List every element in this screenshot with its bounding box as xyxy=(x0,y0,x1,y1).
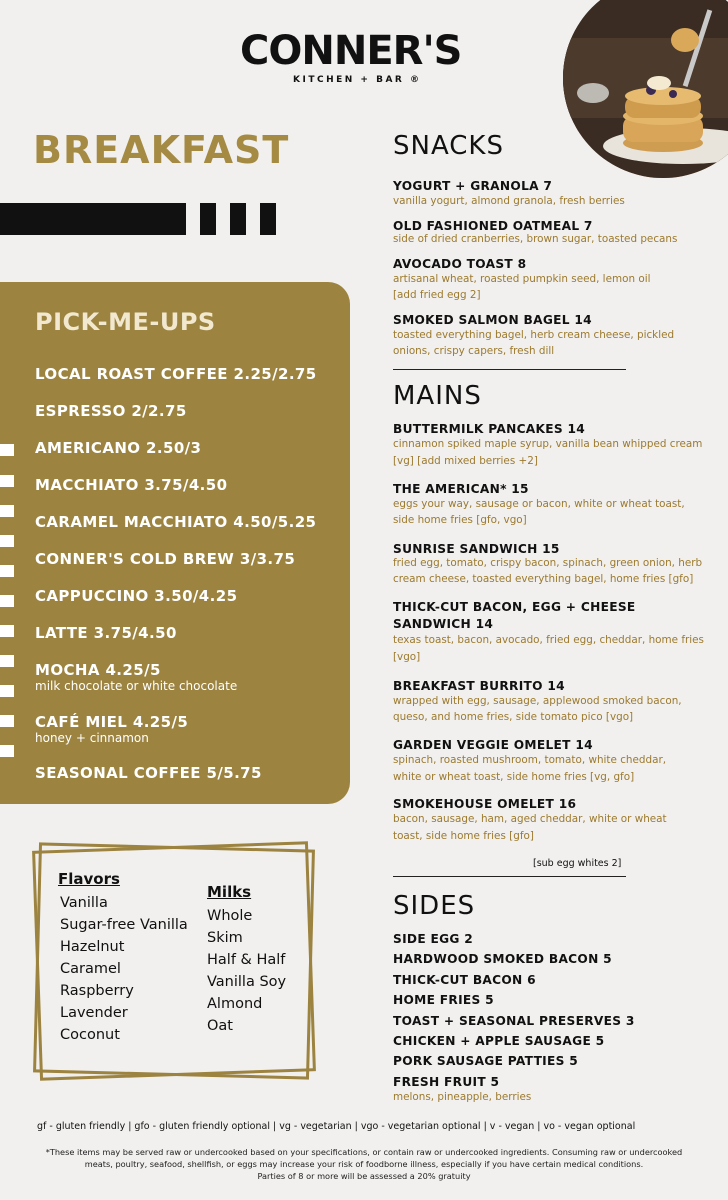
pick-me-ups-title: PICK-ME-UPS xyxy=(35,308,216,336)
brand-subtitle: KITCHEN + BAR ® xyxy=(293,75,422,85)
menu-item-name: BUTTERMILK PANCAKES 14 xyxy=(393,422,586,436)
side-item: HARDWOOD SMOKED BACON 5 xyxy=(393,952,612,966)
side-item: THICK-CUT BACON 6 xyxy=(393,973,536,987)
menu-item-desc: [vg] [add mixed berries +2] xyxy=(393,455,538,467)
tick-mark xyxy=(0,685,14,697)
menu-item-desc: cinnamon spiked maple syrup, vanilla bean whipped cream xyxy=(393,438,703,450)
menu-item-name: SMOKEHOUSE OMELET 16 xyxy=(393,797,577,811)
drink-item: LOCAL ROAST COFFEE 2.25/2.75 xyxy=(35,365,317,383)
egg-whites-note: [sub egg whites 2] xyxy=(533,858,622,869)
menu-item-desc: side home fries [gfo, vgo] xyxy=(393,514,527,526)
drink-item-note: honey + cinnamon xyxy=(35,731,149,745)
menu-item-desc: toast, side home fries [gfo] xyxy=(393,830,534,842)
tick-mark xyxy=(0,565,14,577)
menu-item-desc: onions, crispy capers, fresh dill xyxy=(393,345,555,357)
menu-item-desc: vanilla yogurt, almond granola, fresh berries xyxy=(393,195,625,207)
section-divider xyxy=(393,369,626,370)
menu-item-desc: queso, and home fries, side tomato pico [vgo] xyxy=(393,711,634,723)
menu-item-name: THICK-CUT BACON, EGG + CHEESE xyxy=(393,600,636,614)
pancakes-photo xyxy=(563,0,728,178)
menu-item-name: SUNRISE SANDWICH 15 xyxy=(393,542,560,556)
milk-item: Half & Half xyxy=(207,952,286,968)
milk-item: Vanilla Soy xyxy=(207,974,287,990)
mains-heading: MAINS xyxy=(393,381,482,411)
drink-item-note: milk chocolate or white chocolate xyxy=(35,679,238,693)
side-item-desc: melons, pineapple, berries xyxy=(393,1091,532,1103)
flavor-item: Vanilla xyxy=(60,895,108,911)
flavor-item: Raspberry xyxy=(60,983,134,999)
drink-item: LATTE 3.75/4.50 xyxy=(35,624,177,642)
flavor-item: Caramel xyxy=(60,961,121,977)
flavor-item: Hazelnut xyxy=(60,939,125,955)
drink-item: CARAMEL MACCHIATO 4.50/5.25 xyxy=(35,513,317,531)
tick-mark xyxy=(0,625,14,637)
menu-item-name: YOGURT + GRANOLA 7 xyxy=(393,179,553,193)
drink-item: ESPRESSO 2/2.75 xyxy=(35,402,187,420)
menu-item-desc: bacon, sausage, ham, aged cheddar, white or wheat xyxy=(393,813,667,825)
tick-mark xyxy=(0,444,14,456)
menu-item-desc: artisanal wheat, roasted pumpkin seed, lemon oil xyxy=(393,273,651,285)
side-item: TOAST + SEASONAL PRESERVES 3 xyxy=(393,1014,635,1028)
disclaimer-line: meats, poultry, seafood, shellfish, or eggs may increase your risk of foodborne illness, especially if you have certain medical conditions. xyxy=(84,1159,644,1169)
menu-item-desc: [vgo] xyxy=(393,651,421,663)
pancakes-image xyxy=(563,0,728,178)
drink-item: CAPPUCCINO 3.50/4.25 xyxy=(35,587,238,605)
menu-item-desc: toasted everything bagel, herb cream cheese, pickled xyxy=(393,329,675,341)
disclaimer-line: *These items may be served raw or undercooked based on your specifications, or contain raw or undercooked ingredients. Consuming raw or undercooked xyxy=(45,1147,683,1157)
milk-item: Whole xyxy=(207,908,253,924)
section-divider xyxy=(393,876,626,877)
menu-item-desc: side of dried cranberries, brown sugar, toasted pecans xyxy=(393,233,678,245)
side-item: CHICKEN + APPLE SAUSAGE 5 xyxy=(393,1034,605,1048)
menu-item-desc: eggs your way, sausage or bacon, white or wheat toast, xyxy=(393,498,685,510)
drink-item: MACCHIATO 3.75/4.50 xyxy=(35,476,228,494)
page-title: BREAKFAST xyxy=(33,128,290,172)
decorative-bar-long xyxy=(0,203,186,235)
flavors-heading: Flavors xyxy=(58,870,120,888)
side-item: SIDE EGG 2 xyxy=(393,932,474,946)
side-item: PORK SAUSAGE PATTIES 5 xyxy=(393,1054,579,1068)
menu-item-name: SANDWICH 14 xyxy=(393,617,494,631)
flavor-item: Coconut xyxy=(60,1027,120,1043)
milk-item: Almond xyxy=(207,996,263,1012)
milk-item: Oat xyxy=(207,1018,233,1034)
flavor-item: Lavender xyxy=(60,1005,128,1021)
decorative-bar-3 xyxy=(260,203,276,235)
gratuity-note: Parties of 8 or more will be assessed a 20% gratuity xyxy=(257,1171,471,1181)
menu-item-desc: texas toast, bacon, avocado, fried egg, cheddar, home fries xyxy=(393,634,704,646)
drink-item: CAFÉ MIEL 4.25/5 xyxy=(35,713,189,731)
decorative-bar-1 xyxy=(200,203,216,235)
menu-item-name: OLD FASHIONED OATMEAL 7 xyxy=(393,219,593,233)
snacks-heading: SNACKS xyxy=(393,131,504,161)
menu-item-name: AVOCADO TOAST 8 xyxy=(393,257,527,271)
dietary-legend: gf - gluten friendly | gfo - gluten friendly optional | vg - vegetarian | vgo - vegetarian optional | v - vegan | vo - vegan optional xyxy=(37,1121,636,1132)
drink-item: CONNER'S COLD BREW 3/3.75 xyxy=(35,550,296,568)
menu-item-name: SMOKED SALMON BAGEL 14 xyxy=(393,313,592,327)
drink-item: AMERICANO 2.50/3 xyxy=(35,439,202,457)
menu-item-desc: [add fried egg 2] xyxy=(393,289,481,301)
tick-mark xyxy=(0,655,14,667)
tick-mark xyxy=(0,505,14,517)
sides-heading: SIDES xyxy=(393,891,476,921)
menu-item-desc: fried egg, tomato, crispy bacon, spinach, green onion, herb xyxy=(393,557,703,569)
tick-mark xyxy=(0,715,14,727)
tick-mark xyxy=(0,475,14,487)
decorative-bar-2 xyxy=(230,203,246,235)
menu-item-name: THE AMERICAN* 15 xyxy=(393,482,529,496)
tick-mark xyxy=(0,595,14,607)
menu-item-name: GARDEN VEGGIE OMELET 14 xyxy=(393,738,593,752)
side-item: HOME FRIES 5 xyxy=(393,993,494,1007)
milk-item: Skim xyxy=(207,930,243,946)
menu-item-desc: wrapped with egg, sausage, applewood smoked bacon, xyxy=(393,695,682,707)
menu-item-name: BREAKFAST BURRITO 14 xyxy=(393,679,565,693)
menu-item-desc: spinach, roasted mushroom, tomato, white cheddar, xyxy=(393,754,667,766)
menu-item-desc: cream cheese, toasted everything bagel, home fries [gfo] xyxy=(393,573,694,585)
menu-item-desc: white or wheat toast, side home fries [vg, gfo] xyxy=(393,771,635,783)
tick-mark xyxy=(0,535,14,547)
flavor-item: Sugar-free Vanilla xyxy=(60,917,188,933)
side-item: FRESH FRUIT 5 xyxy=(393,1075,500,1089)
tick-mark xyxy=(0,745,14,757)
drink-item: SEASONAL COFFEE 5/5.75 xyxy=(35,764,262,782)
brand-logo: CONNER'S xyxy=(240,28,462,74)
milks-heading: Milks xyxy=(207,883,252,901)
drink-item: MOCHA 4.25/5 xyxy=(35,661,161,679)
